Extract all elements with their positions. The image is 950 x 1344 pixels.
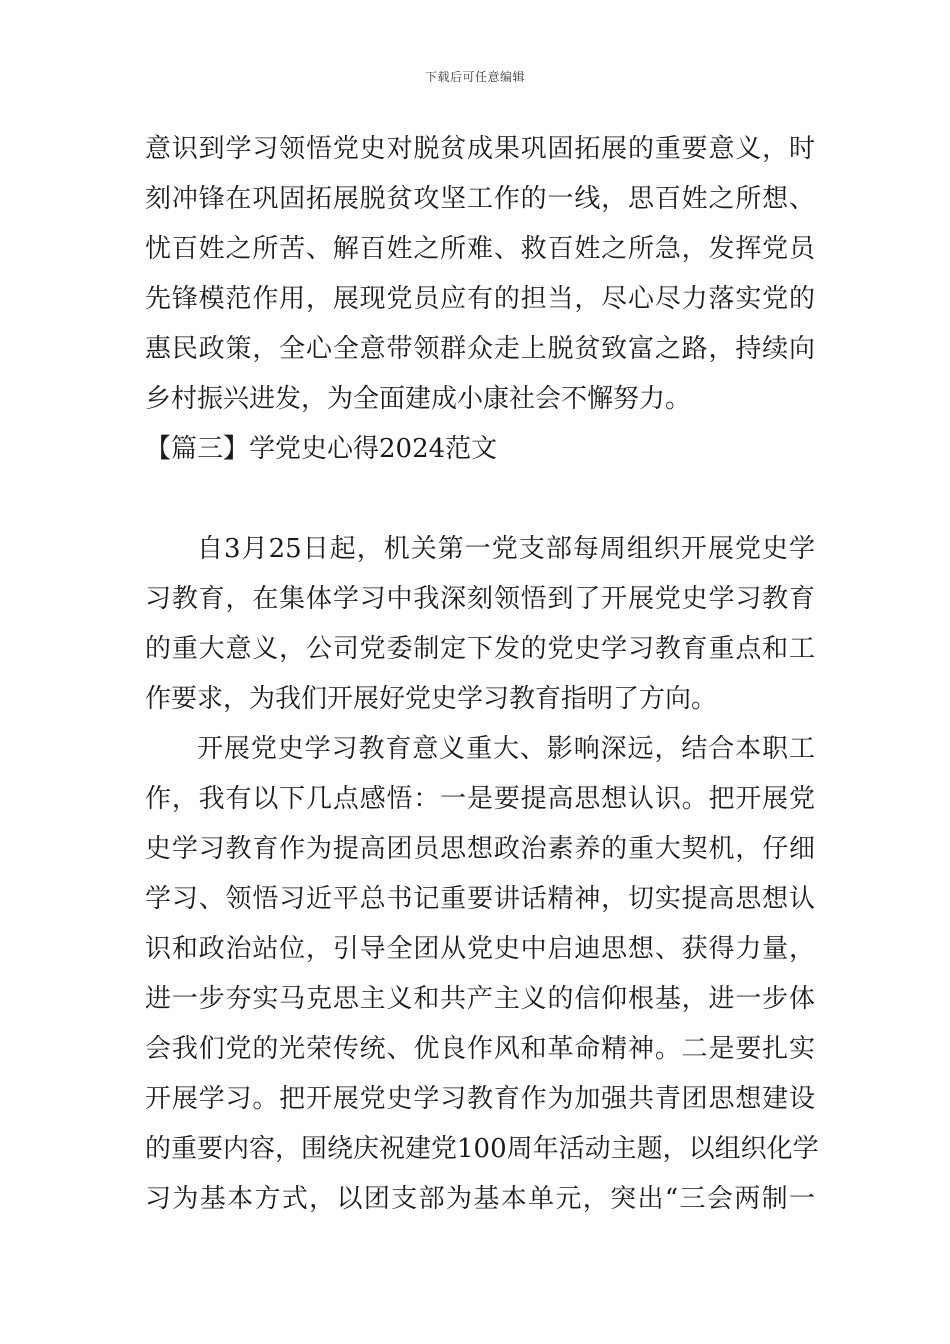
header-note: 下载后可任意编辑 <box>424 70 525 84</box>
paragraph-line: 开展学习。把开展党史学习教育作为加强共青团思想建设 <box>145 1084 815 1114</box>
paragraph-line: 作，我有以下几点感悟：一是要提高思想认识。把开展党 <box>145 784 815 814</box>
paragraph-line: 识和政治站位，引导全团从党史中启迪思想、获得力量， <box>145 934 815 964</box>
paragraph-line: 刻冲锋在巩固拓展脱贫攻坚工作的一线，思百姓之所想、 <box>145 184 815 214</box>
paragraph-line: 习教育，在集体学习中我深刻领悟到了开展党史学习教育 <box>145 584 815 614</box>
paragraph-line: 意识到学习领悟党史对脱贫成果巩固拓展的重要意义，时 <box>145 134 815 164</box>
paragraph-line: 开展党史学习教育意义重大、影响深远，结合本职工 <box>197 734 815 764</box>
paragraph-line: 忧百姓之所苦、解百姓之所难、救百姓之所急，发挥党员 <box>145 234 815 264</box>
paragraph-line: 自3月25日起，机关第一党支部每周组织开展党史学 <box>197 534 815 564</box>
paragraph-line: 史学习教育作为提高团员思想政治素养的重大契机，仔细 <box>145 834 815 864</box>
paragraph-line: 会我们党的光荣传统、优良作风和革命精神。二是要扎实 <box>145 1034 815 1064</box>
paragraph-line: 进一步夯实马克思主义和共产主义的信仰根基，进一步体 <box>145 984 815 1014</box>
paragraph-line: 的重要内容，围绕庆祝建党100周年活动主题，以组织化学 <box>145 1134 819 1164</box>
paragraph-line: 惠民政策，全心全意带领群众走上脱贫致富之路，持续向 <box>145 334 815 364</box>
paragraph-line: 乡村振兴进发，为全面建成小康社会不懈努力。 <box>145 384 692 414</box>
paragraph-line: 先锋模范作用，展现党员应有的担当，尽心尽力落实党的 <box>145 284 815 314</box>
paragraph-line: 习为基本方式，以团支部为基本单元，突出“三会两制一 <box>145 1184 815 1214</box>
paragraph-line: 学习、领悟习近平总书记重要讲话精神，切实提高思想认 <box>145 884 815 914</box>
section-title: 【篇三】学党史心得2024范文 <box>145 434 498 464</box>
paragraph-line: 的重大意义，公司党委制定下发的党史学习教育重点和工 <box>145 634 815 664</box>
paragraph-line: 作要求，为我们开展好党史学习教育指明了方向。 <box>145 684 718 714</box>
